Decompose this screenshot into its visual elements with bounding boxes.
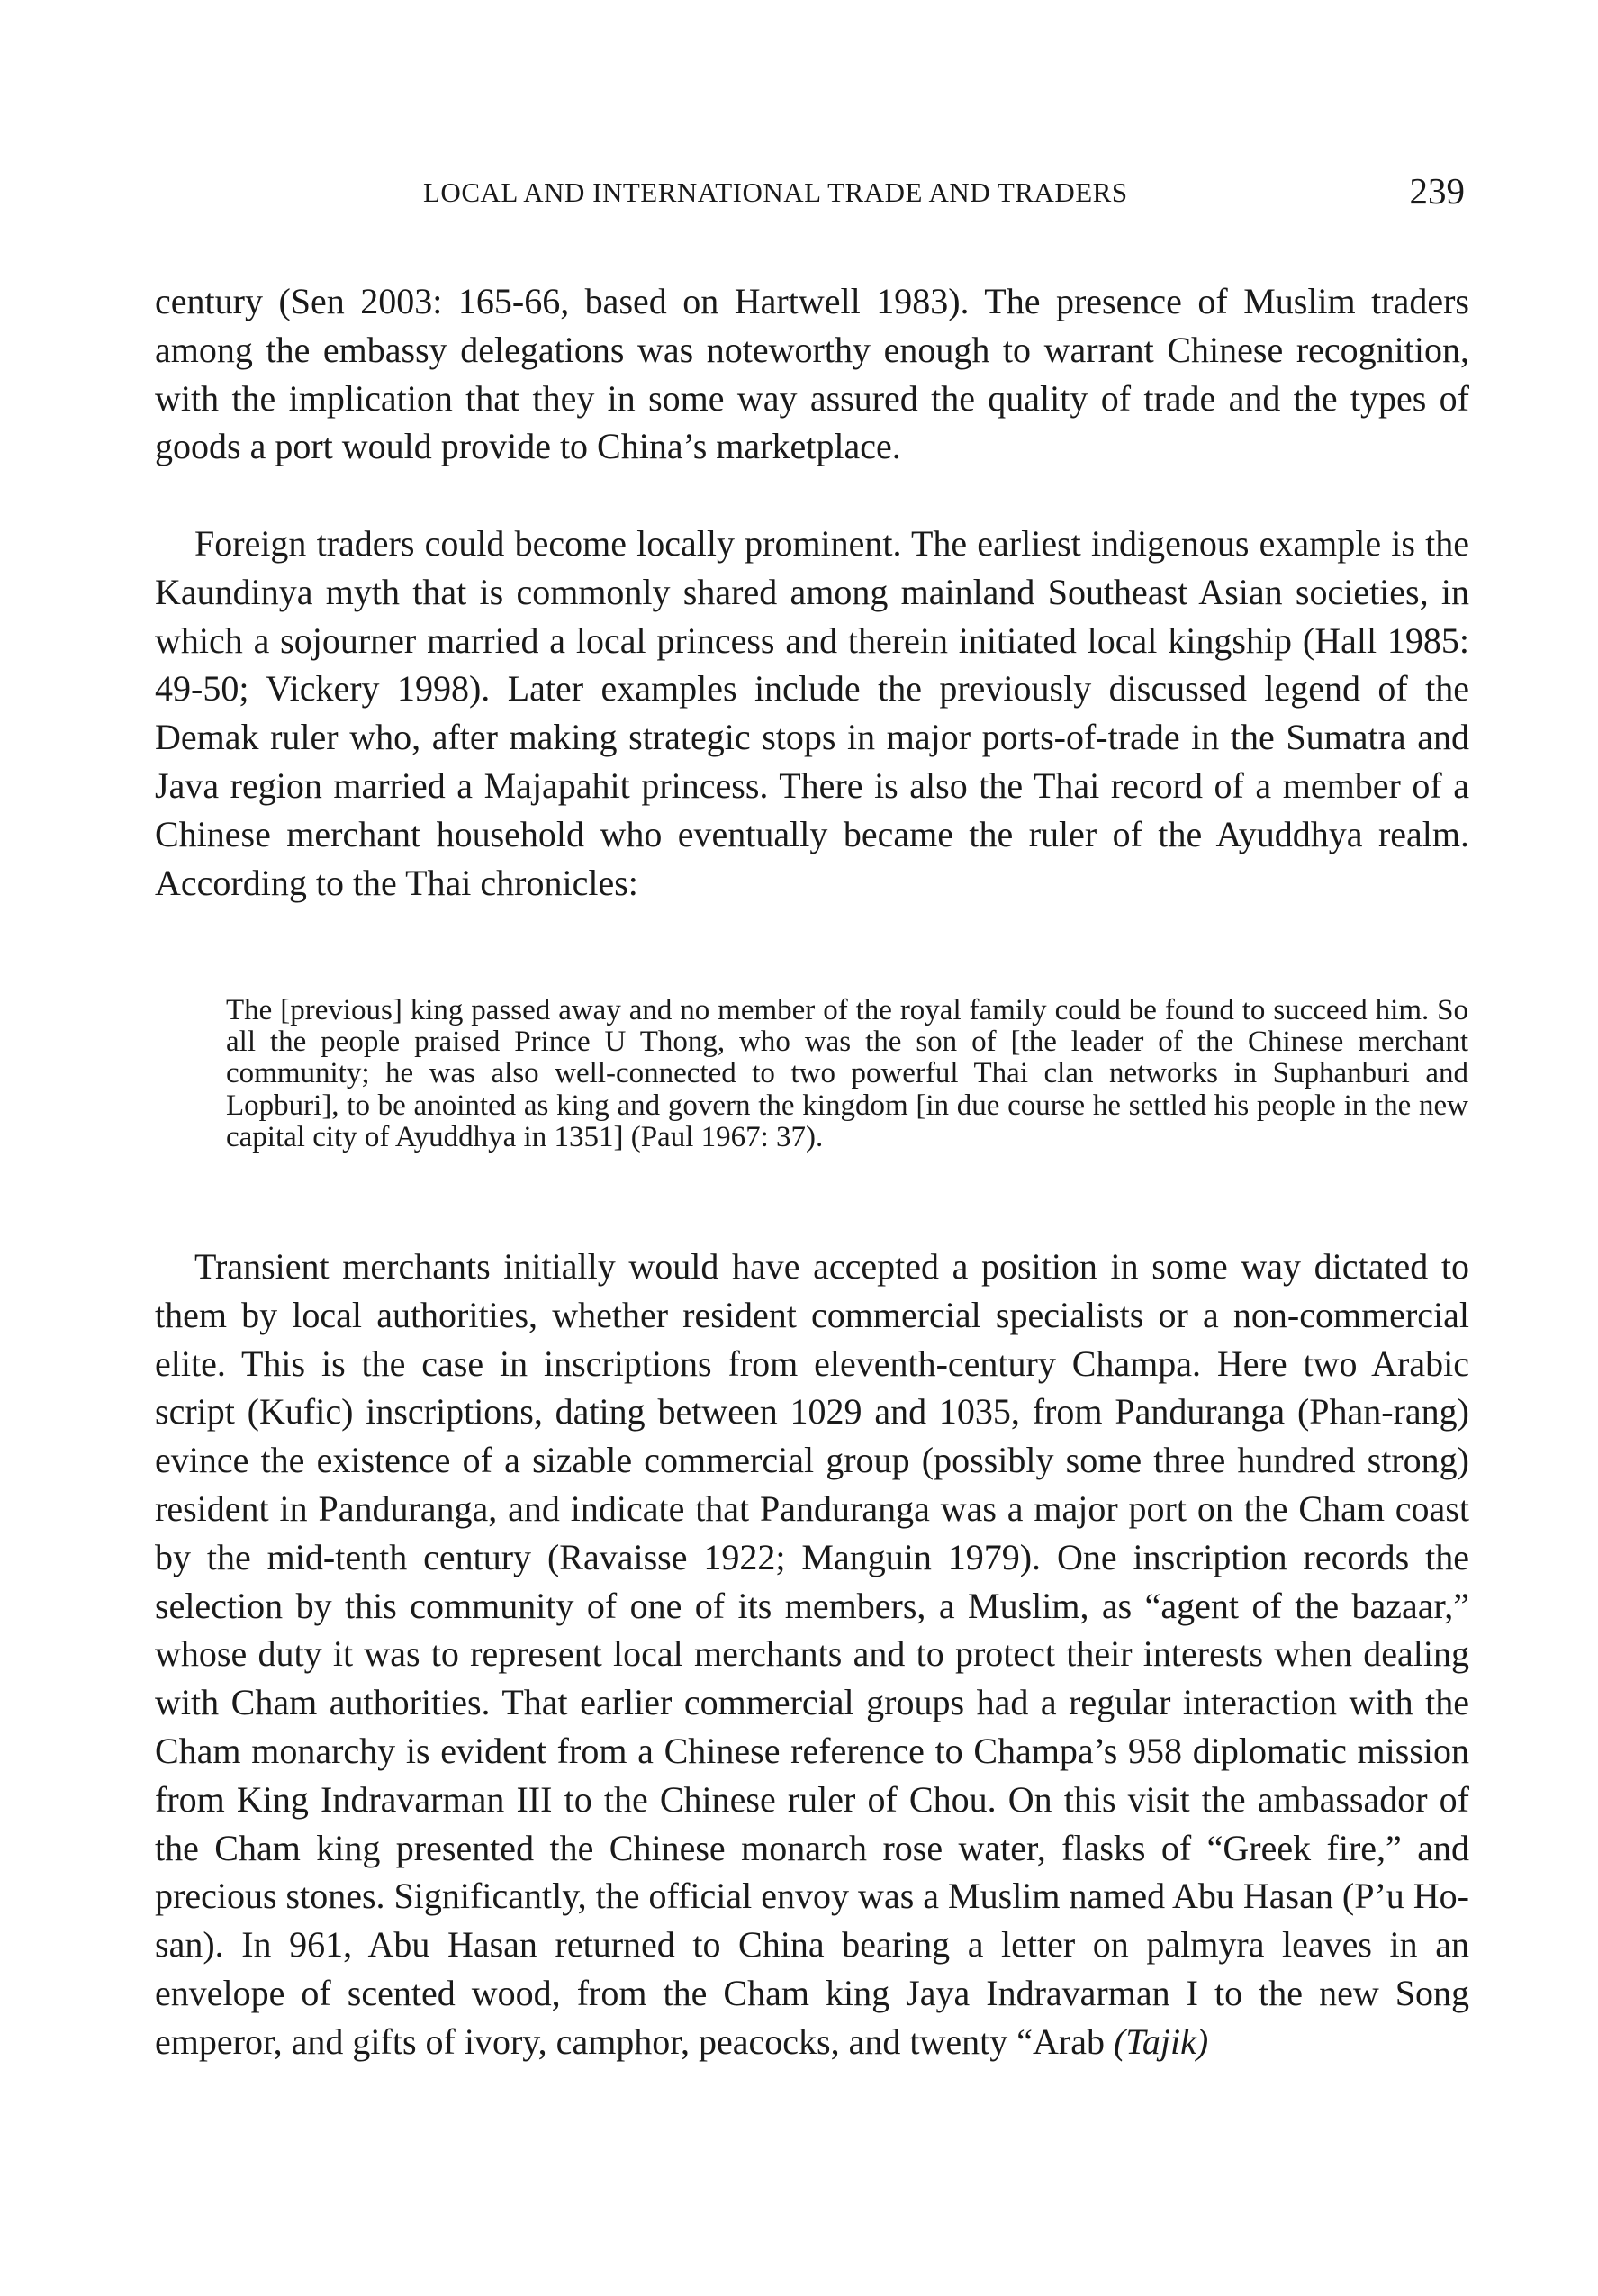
paragraph-1 (155, 277, 1469, 471)
paragraph-2 (155, 520, 1469, 907)
paragraph-1-text: century (Sen 2003: 165-66, based on Hartwell 1983). The presence of Muslim traders among the embassy delegations was noteworthy enough to warrant Chinese recognition, with the implication that they in some way assured the quality of trade and the types of goods a port would provide to China’s marketplace. (155, 281, 1469, 467)
block-quote: The [previous] king passed away and no member of the royal family could be found to succeed him. So all the people praised Prince U Thong, who was the son of [the leader of the Chinese merchant community; he was also well-connected to two powerful Thai clan networks in Suphanburi and Lopburi], to be anointed as king and govern the kingdom [in due course he settled his people in the new capital city of Ayuddhya in 1351] (Paul 1967: 37). (226, 994, 1468, 1153)
paragraph-3 (155, 1243, 1469, 2066)
paragraph-2-text: Foreign traders could become locally prominent. The earliest indigenous example is the Kaundinya myth that is commonly shared among mainland Southeast Asian societies, in which a sojourner married a local princess and therein initiated local kingship (Hall 1985: 49-50; Vickery 1998). Later examples include the previously discussed legend of the Demak ruler who, after making strategic stops in major ports-of-trade in the Sumatra and Java region married a Majapahit princess. There is also the Thai record of a member of a Chinese merchant household who eventually became the ruler of the Ayuddhya realm. According to the Thai chronicles: (155, 523, 1469, 903)
paragraph-3-main: Transient merchants initially would have accepted a position in some way dictated to them by local authorities, whether resident commercial specialists or a non-commercial elite. This is the case in inscriptions from eleventh-century Champa. Here two Arabic script (Kufic) inscriptions, dating between 1029 and 1035, from Panduranga (Phan-rang) evince the existence of a sizable commercial group (possibly some three hundred strong) resident in Panduranga, and indicate that Panduranga was a major port on the Cham coast by the mid-tenth century (Ravaisse 1922; Manguin 1979). One inscription records the selection by this community of one of its members, a Muslim, as “agent of the bazaar,” whose duty it was to represent local merchants and to protect their interests when dealing with Cham authorities. That earlier commercial groups had a regular interaction with the Cham monarchy is evident from a Chinese reference to Champa’s 958 diplomatic mission from King Indravarman III to the Chinese ruler of Chou. On this visit the ambassador of the Cham king presented the Chinese monarch rose water, flasks of “Greek fire,” and precious stones. Significantly, the official envoy was a Muslim named Abu Hasan (P’u Ho-san). In 961, Abu Hasan returned to China bearing a letter on palmyra leaves in an envelope of scented wood, from the Cham king Jaya Indravarman I to the new Song emperor, and gifts of ivory, camphor, peacocks, and twenty “Arab (155, 1246, 1469, 2062)
paragraph-3-italic-term: (Tajik) (1113, 2020, 1209, 2062)
running-head: LOCAL AND INTERNATIONAL TRADE AND TRADERS (423, 176, 1128, 208)
page-number: 239 (1409, 170, 1465, 212)
paragraph-3-text (155, 1243, 1469, 2066)
